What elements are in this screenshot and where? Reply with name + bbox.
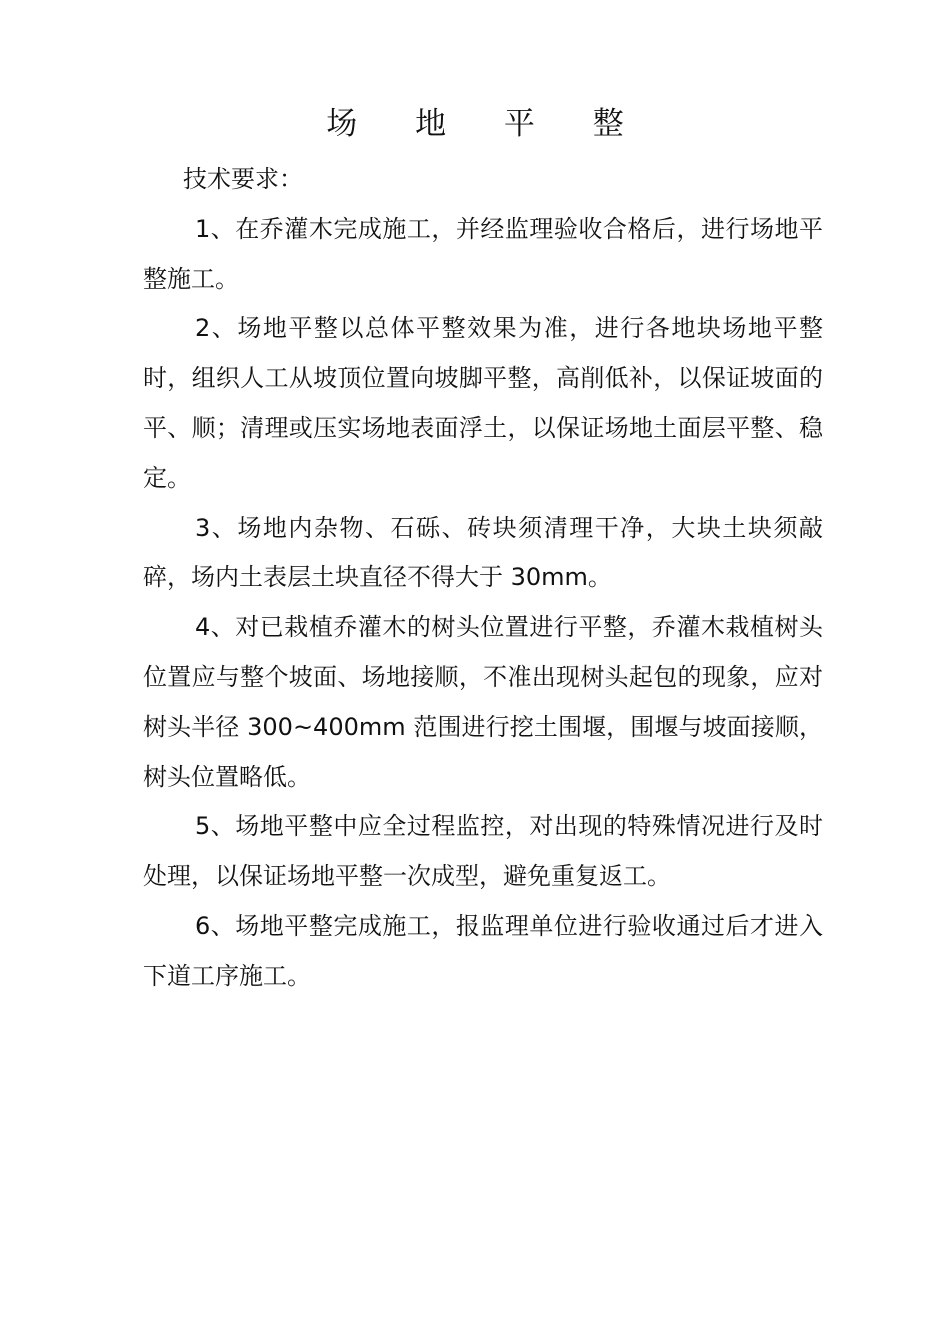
paragraph-3: 3、场地内杂物、石砾、砖块须清理干净，大块土块须敲碎，场内土表层土块直径不得大于 30mm。 [143, 513, 823, 592]
paragraph-2: 2、场地平整以总体平整效果为准，进行各地块场地平整时，组织人工从坡顶位置向坡脚平整，高削低补，以保证坡面的平、顺；清理或压实场地表面浮土，以保证场地土面层平整、稳定。 [143, 314, 823, 492]
paragraph-4: 4、对已栽植乔灌木的树头位置进行平整，乔灌木栽植树头位置应与整个坡面、场地接顺，不准出现树头起包的现象，应对树头半径 300~400mm 范围进行挖土围堰，围堰与坡面接顺，树头位置略低。 [143, 613, 823, 791]
paragraph-6: 6、场地平整完成施工，报监理单位进行验收通过后才进入下道工序施工。 [143, 911, 823, 990]
page-title: 场 地 平 整 [326, 106, 648, 142]
paragraph-5: 5、场地平整中应全过程监控，对出现的特殊情况进行及时处理，以保证场地平整一次成型，避免重复返工。 [143, 812, 823, 891]
paragraph-1: 1、在乔灌木完成施工，并经监理验收合格后，进行场地平整施工。 [143, 214, 823, 293]
document-body [143, 155, 823, 1002]
section-heading: 技术要求： [183, 165, 303, 193]
